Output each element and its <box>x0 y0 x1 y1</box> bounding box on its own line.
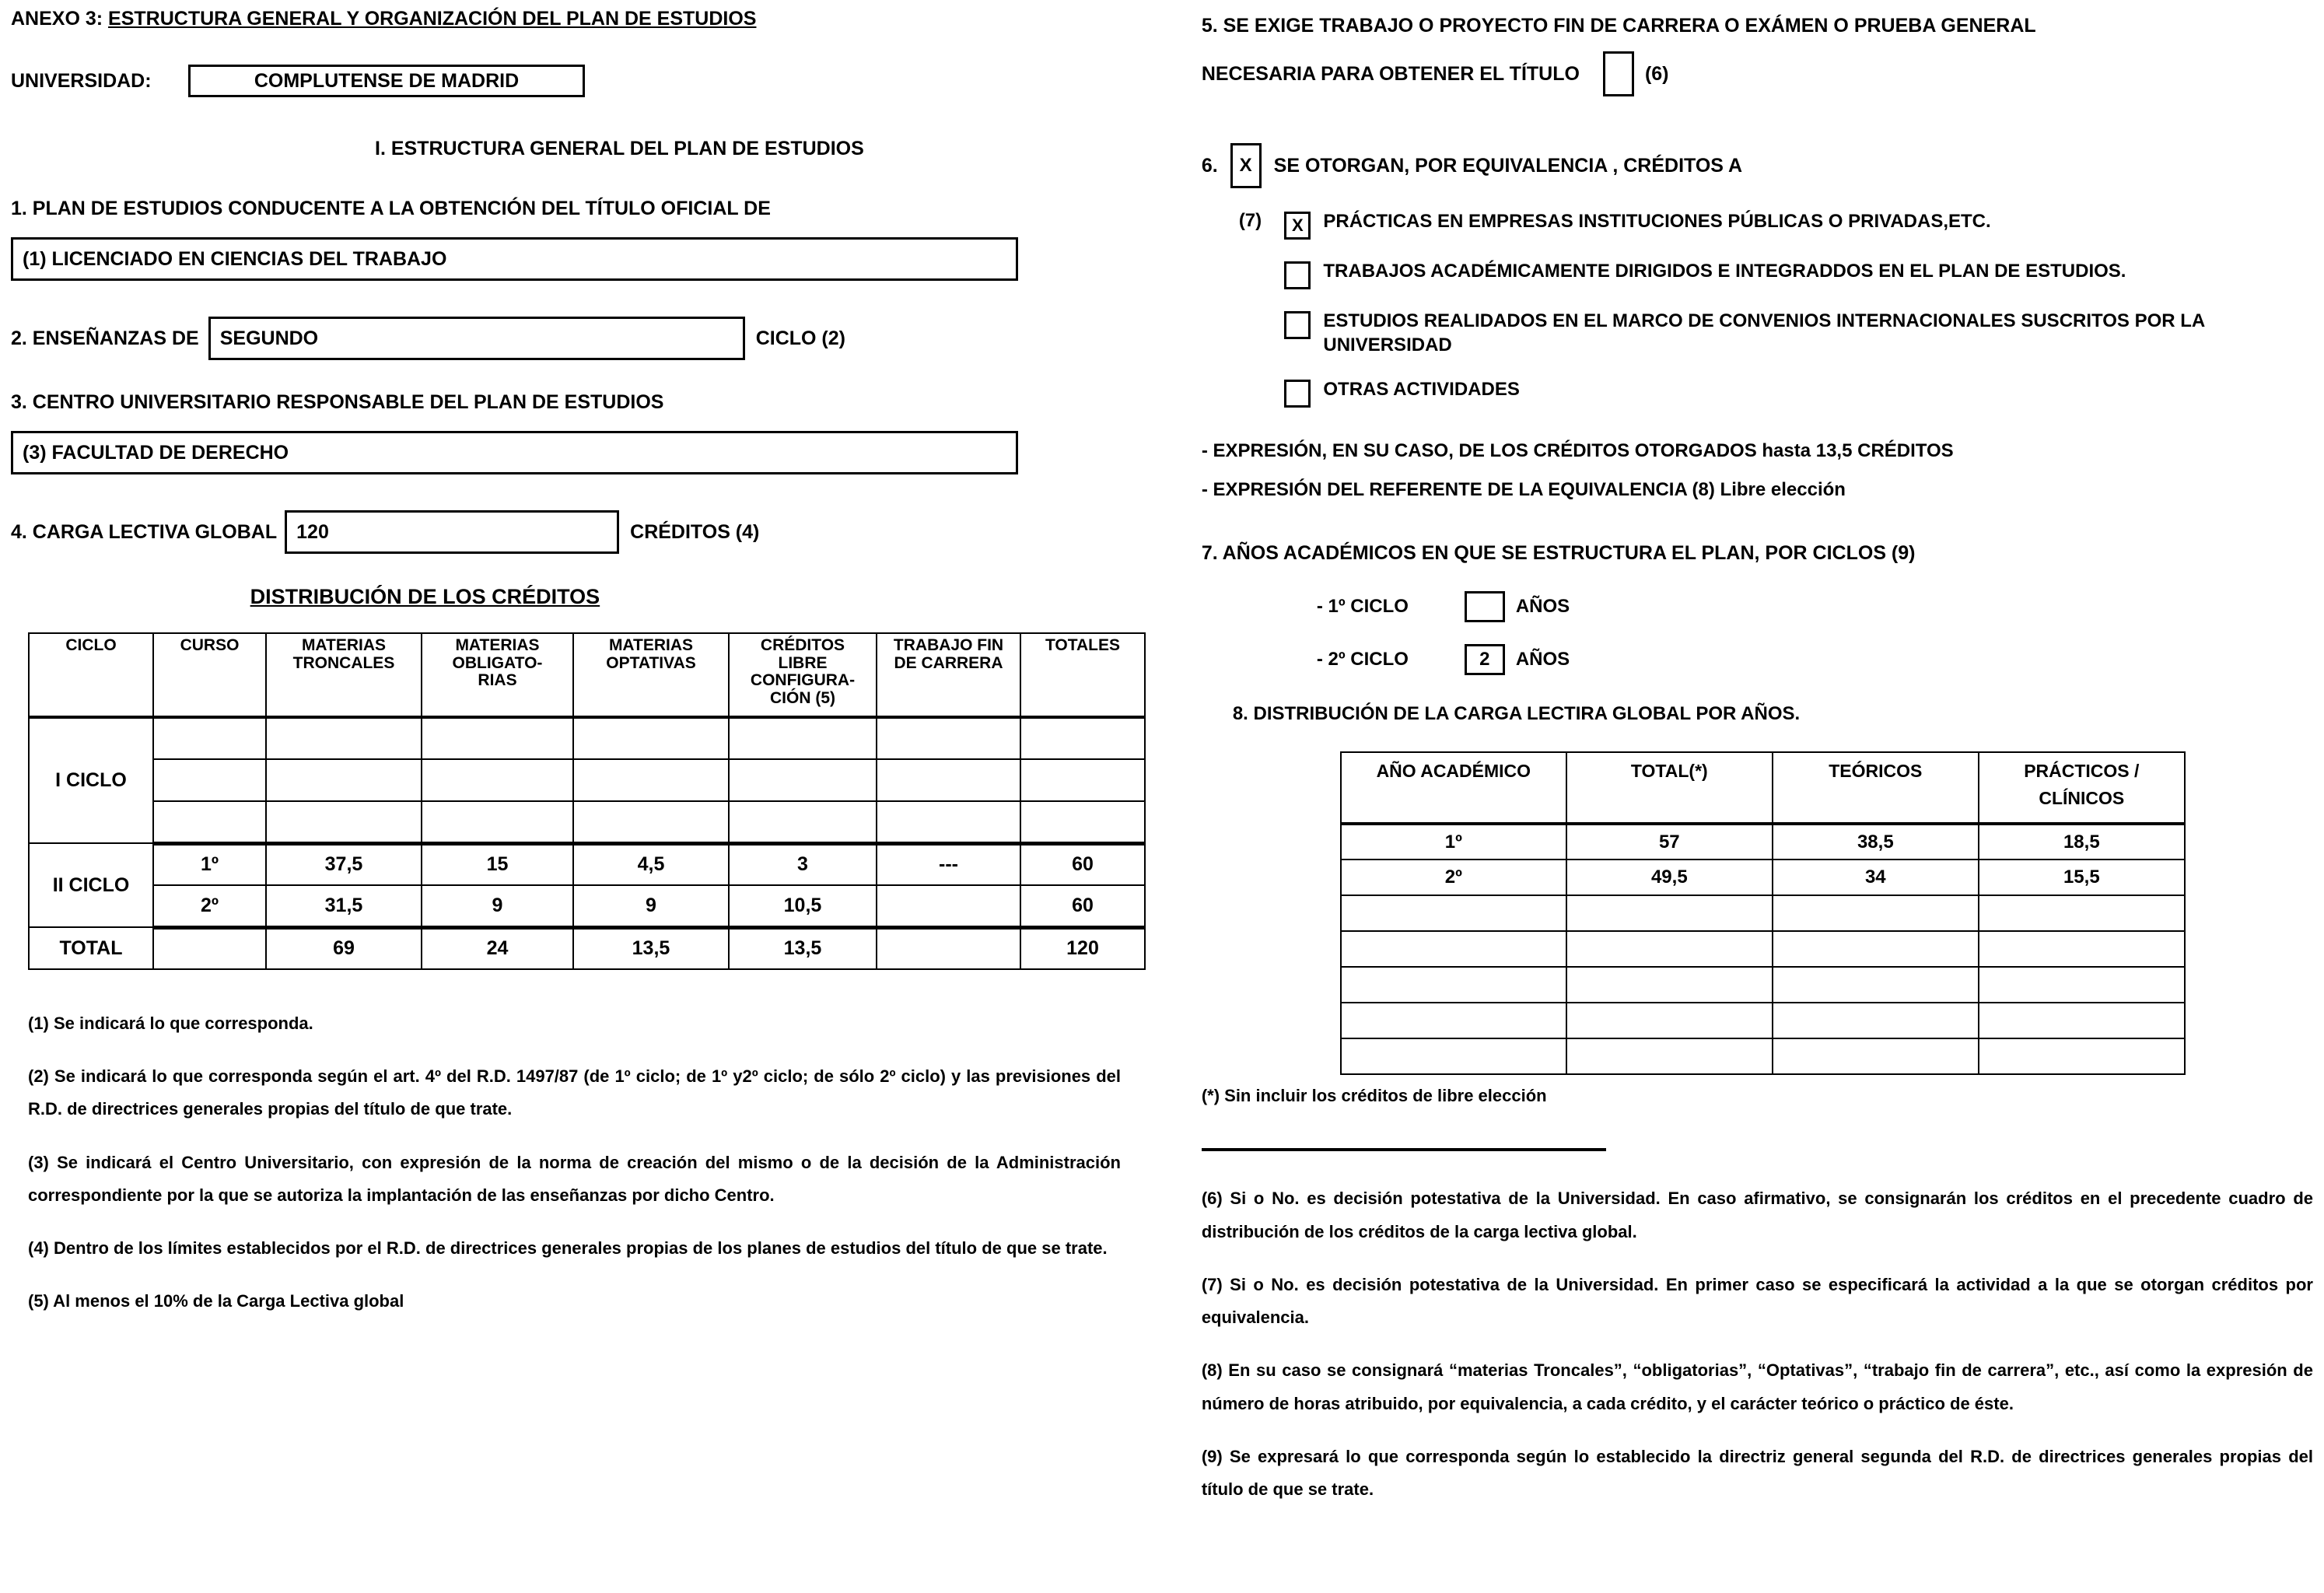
years-table-body <box>1341 824 2185 1074</box>
col-anio-academico <box>1341 752 1566 824</box>
cell-practicos <box>1979 1038 2185 1074</box>
table-row <box>1341 1003 2185 1038</box>
col-libre-configuracion <box>729 633 877 717</box>
header-line: MATERIAS <box>608 636 694 654</box>
header-line: LIBRE <box>778 653 828 672</box>
equivalence-option-label: OTRAS ACTIVIDADES <box>1323 378 1520 400</box>
expresion-creditos-line: - EXPRESIÓN, EN SU CASO, DE LOS CRÉDITOS OTORGADOS hasta 13,5 CRÉDITOS <box>1201 439 1954 461</box>
cell-teoricos: 34 <box>1773 860 1979 895</box>
cell-trabajo <box>877 927 1020 969</box>
question-7-ref: (7) <box>1238 210 1262 232</box>
ensenanzas-field[interactable]: SEGUNDO <box>208 317 745 360</box>
table-row <box>1341 931 2185 967</box>
cell-optativas <box>573 717 729 759</box>
header-line: RIAS <box>478 671 517 690</box>
header-line: TRABAJO FIN <box>893 636 1004 654</box>
cell-totales <box>1020 717 1145 759</box>
cell-totales: 60 <box>1020 885 1145 927</box>
header-line: CRÉDITOS <box>760 636 845 654</box>
centro-field[interactable]: (3) FACULTAD DE DERECHO <box>11 431 1018 474</box>
cell-obligatorias: 9 <box>422 885 573 927</box>
cycle-years-row <box>1202 644 2313 675</box>
question-2-label: 2. ENSEÑANZAS DE <box>11 327 199 349</box>
anexo-title: ESTRUCTURA GENERAL Y ORGANIZACIÓN DEL PLAN DE ESTUDIOS <box>108 8 757 30</box>
cell-obligatorias: 15 <box>422 843 573 885</box>
table-row <box>1341 824 2185 860</box>
cell-curso <box>153 801 266 843</box>
cell-practicos <box>1979 967 2185 1003</box>
footnote: (9) Se expresará lo que corresponda según lo establecido la directriz general segunda del R.D. de directrices generales propias del título de que se trate. <box>1201 1446 2313 1499</box>
cell-teoricos: 38,5 <box>1773 824 1979 860</box>
table-row <box>29 759 1145 801</box>
cell-troncales: 69 <box>266 927 422 969</box>
cell-ciclo: TOTAL <box>29 927 153 969</box>
header-line: OPTATIVAS <box>606 653 696 672</box>
cell-trabajo: --- <box>877 843 1020 885</box>
titulo-required-checkbox[interactable] <box>1603 51 1634 96</box>
footnote: (3) Se indicará el Centro Universitario, con expresión de la norma de creación del mismo o de la decisión de la Administración correspondiente por la que se autoriza la implantación de las enseñanzas por dicho Centro. <box>28 1152 1121 1205</box>
cell-trabajo <box>877 759 1020 801</box>
left-footnotes <box>28 1007 1121 1318</box>
question-6-number: 6. <box>1201 154 1218 177</box>
cell-total <box>1566 895 1773 931</box>
question-1-label: 1. PLAN DE ESTUDIOS CONDUCENTE A LA OBTENCIÓN DEL TÍTULO OFICIAL DE <box>11 198 771 219</box>
cycle-years-row <box>1202 591 2313 622</box>
footnote: (8) En su caso se consignará “materias Troncales”, “obligatorias”, “Optativas”, “trabajo fin de carrera”, etc., así como la expresión de número de horas atribuido, por equivalencia, a cada crédito, y el carácter teórico o práctico de éste. <box>1201 1360 2313 1413</box>
cell-troncales: 37,5 <box>266 843 422 885</box>
equivalencia-checkbox[interactable]: X <box>1230 143 1262 188</box>
universidad-label: UNIVERSIDAD: <box>11 69 152 92</box>
cycle-years-unit: AÑOS <box>1515 595 1570 617</box>
col-ciclo <box>29 633 153 717</box>
footnote: (6) Si o No. es decisión potestativa de la Universidad. En caso afirmativo, se consignarán los créditos en el precedente cuadro de distribución de los créditos de la carga lectiva global. <box>1201 1189 2313 1241</box>
cell-trabajo <box>877 885 1020 927</box>
cell-anio-academico <box>1341 1003 1566 1038</box>
footnote: (2) Se indicará lo que corresponda según el art. 4º del R.D. 1497/87 (de 1º ciclo; de 1º y2º ciclo; de sólo 2º ciclo) y las previsiones del R.D. de directrices generales propias del título de que trate. <box>28 1066 1121 1119</box>
cell-libre <box>729 759 877 801</box>
equivalence-option-checkbox[interactable] <box>1284 261 1311 289</box>
question-2-suffix: CICLO (2) <box>755 327 845 349</box>
question-7-label: 7. AÑOS ACADÉMICOS EN QUE SE ESTRUCTURA EL PLAN, POR CICLOS (9) <box>1201 541 1916 564</box>
footnote: (1) Se indicará lo que corresponda. <box>28 1014 313 1033</box>
header-line: OBLIGATO- <box>452 653 543 672</box>
years-header-row <box>1341 752 2185 824</box>
cell-libre: 13,5 <box>729 927 877 969</box>
table-row <box>1341 860 2185 895</box>
question-5-line1: 5. SE EXIGE TRABAJO O PROYECTO FIN DE CARRERA O EXÁMEN O PRUEBA GENERAL <box>1201 15 2036 37</box>
cell-libre <box>729 801 877 843</box>
col-totales <box>1020 633 1145 717</box>
question-4-label: 4. CARGA LECTIVA GLOBAL <box>11 520 278 543</box>
anexo-heading <box>11 8 1181 30</box>
table-row <box>1341 895 2185 931</box>
cell-totales: 120 <box>1020 927 1145 969</box>
question-5-ref: (6) <box>1644 62 1669 85</box>
cell-curso: 1º <box>153 843 266 885</box>
cell-teoricos <box>1773 967 1979 1003</box>
question-8-label: 8. DISTRIBUCIÓN DE LA CARGA LECTIRA GLOBAL POR AÑOS. <box>1232 702 1801 724</box>
titulo-oficial-field[interactable]: (1) LICENCIADO EN CIENCIAS DEL TRABAJO <box>11 237 1018 281</box>
cell-teoricos <box>1773 895 1979 931</box>
cell-obligatorias <box>422 801 573 843</box>
question-6-row <box>1202 143 2313 188</box>
equivalence-option-checkbox[interactable] <box>1284 380 1311 408</box>
cell-curso <box>153 927 266 969</box>
list-item[interactable] <box>1284 260 2313 289</box>
credits-table-head <box>29 633 1145 717</box>
section-title: I. ESTRUCTURA GENERAL DEL PLAN DE ESTUDIOS <box>375 138 864 159</box>
cell-anio-academico <box>1341 967 1566 1003</box>
cell-libre <box>729 717 877 759</box>
cell-optativas <box>573 801 729 843</box>
cell-totales: 60 <box>1020 843 1145 885</box>
cell-total <box>1566 967 1773 1003</box>
distribucion-creditos-title: DISTRIBUCIÓN DE LOS CRÉDITOS <box>250 585 600 608</box>
col-trabajo-fin-carrera <box>877 633 1020 717</box>
equivalence-options-block <box>1202 210 2313 427</box>
header-line: MATERIAS <box>455 636 540 654</box>
footnote: (7) Si o No. es decisión potestativa de la Universidad. En primer caso se especificará la actividad a la que se otorgan créditos por equivalencia. <box>1201 1274 2313 1328</box>
cycle-years-input[interactable]: 2 <box>1465 644 1505 675</box>
table-row <box>29 717 1145 759</box>
col-teoricos <box>1773 752 1979 824</box>
header-line: CONFIGURA- <box>750 671 856 690</box>
header-line: PRÁCTICOS / <box>2024 761 2140 782</box>
list-item[interactable] <box>1284 378 2313 408</box>
question-2-row <box>11 317 1181 360</box>
cycles-list <box>1202 591 2313 675</box>
cell-optativas: 4,5 <box>573 843 729 885</box>
asterisk-note: (*) Sin incluir los créditos de libre elección <box>1201 1086 1547 1106</box>
cell-curso: 2º <box>153 885 266 927</box>
cell-practicos <box>1979 895 2185 931</box>
cell-obligatorias: 24 <box>422 927 573 969</box>
cell-troncales <box>266 801 422 843</box>
table-row <box>29 801 1145 843</box>
universidad-value-box[interactable]: COMPLUTENSE DE MADRID <box>188 65 585 97</box>
header-line: CLÍNICOS <box>2039 787 2125 808</box>
table-row <box>1341 1038 2185 1074</box>
anexo-prefix: ANEXO 3: <box>11 8 103 30</box>
cell-anio-academico: 2º <box>1341 860 1566 895</box>
col-total <box>1566 752 1773 824</box>
cell-teoricos <box>1773 1038 1979 1074</box>
question-4-suffix: CRÉDITOS (4) <box>630 520 760 543</box>
cycle-label: - 1º CICLO <box>1316 595 1409 617</box>
question-4-row <box>11 510 1181 554</box>
list-item[interactable] <box>1284 310 2313 357</box>
equivalence-option-label: TRABAJOS ACADÉMICAMENTE DIRIGIDOS E INTEGRADDOS EN EL PLAN DE ESTUDIOS. <box>1323 261 2126 282</box>
header-line: TRONCALES <box>292 653 395 672</box>
cell-libre: 10,5 <box>729 885 877 927</box>
header-line: TOTALES <box>1045 636 1121 654</box>
cell-optativas: 9 <box>573 885 729 927</box>
cell-ciclo: II CICLO <box>29 843 153 927</box>
left-column <box>11 8 1195 1593</box>
cycle-label: - 2º CICLO <box>1316 648 1409 670</box>
cell-total <box>1566 1003 1773 1038</box>
cell-troncales: 31,5 <box>266 885 422 927</box>
cell-anio-academico <box>1341 931 1566 967</box>
list-item[interactable] <box>1284 210 2313 240</box>
cell-totales <box>1020 759 1145 801</box>
cell-teoricos <box>1773 931 1979 967</box>
question-5-line2: NECESARIA PARA OBTENER EL TÍTULO <box>1201 62 1580 85</box>
expresion-referente-line: - EXPRESIÓN DEL REFERENTE DE LA EQUIVALENCIA (8) Libre elección <box>1201 478 1846 500</box>
table-row <box>29 927 1145 969</box>
header-line: TEÓRICOS <box>1829 761 1923 782</box>
cell-total: 49,5 <box>1566 860 1773 895</box>
cycle-years-input[interactable] <box>1465 591 1505 622</box>
cell-obligatorias <box>422 717 573 759</box>
credits-distribution-table <box>28 632 1146 970</box>
universidad-row <box>11 65 1181 97</box>
header-line: CIÓN (5) <box>770 689 835 708</box>
question-3-label: 3. CENTRO UNIVERSITARIO RESPONSABLE DEL PLAN DE ESTUDIOS <box>11 391 664 413</box>
col-practicos-clinicos <box>1979 752 2185 824</box>
cell-troncales <box>266 717 422 759</box>
footnote-divider <box>1202 1148 1606 1151</box>
cell-teoricos <box>1773 1003 1979 1038</box>
years-distribution-table <box>1340 751 2186 1075</box>
cycle-years-unit: AÑOS <box>1515 648 1570 670</box>
cell-practicos: 18,5 <box>1979 824 2185 860</box>
cell-trabajo <box>877 717 1020 759</box>
header-line: DE CARRERA <box>894 653 1003 672</box>
cell-optativas: 13,5 <box>573 927 729 969</box>
carga-lectiva-field[interactable]: 120 <box>285 510 619 554</box>
header-line: TOTAL(*) <box>1630 761 1708 782</box>
question-5-row <box>1202 51 2313 96</box>
col-optativas <box>573 633 729 717</box>
cell-practicos <box>1979 931 2185 967</box>
question-6-label: SE OTORGAN, POR EQUIVALENCIA , CRÉDITOS A <box>1273 154 1743 177</box>
equivalence-checkbox-list <box>1284 210 2313 427</box>
equivalence-option-label: ESTUDIOS REALIDADOS EN EL MARCO DE CONVENIOS INTERNACIONALES SUSCRITOS POR LA UNIVERSIDAD <box>1323 310 2205 355</box>
cell-obligatorias <box>422 759 573 801</box>
footnote: (5) Al menos el 10% de la Carga Lectiva global <box>28 1291 404 1311</box>
header-line: MATERIAS <box>301 636 387 654</box>
header-line: AÑO ACADÉMICO <box>1376 761 1531 782</box>
equivalence-option-checkbox[interactable]: X <box>1284 212 1311 240</box>
cell-curso <box>153 759 266 801</box>
cell-totales <box>1020 801 1145 843</box>
cell-anio-academico <box>1341 895 1566 931</box>
header-line: CURSO <box>180 636 240 654</box>
cell-troncales <box>266 759 422 801</box>
cell-practicos <box>1979 1003 2185 1038</box>
col-obligatorias <box>422 633 573 717</box>
footnote: (4) Dentro de los límites establecidos por el R.D. de directrices generales propias de los planes de estudios del título de que se trate. <box>28 1238 1108 1259</box>
col-curso <box>153 633 266 717</box>
years-table-head <box>1341 752 2185 824</box>
credits-table-body <box>29 717 1145 969</box>
equivalence-option-label: PRÁCTICAS EN EMPRESAS INSTITUCIONES PÚBLICAS O PRIVADAS,ETC. <box>1323 211 1991 233</box>
right-column <box>1195 8 2313 1593</box>
header-line: CICLO <box>65 636 117 654</box>
cell-anio-academico: 1º <box>1341 824 1566 860</box>
credits-header-row <box>29 633 1145 717</box>
equivalence-option-checkbox[interactable] <box>1284 311 1311 339</box>
cell-total <box>1566 1038 1773 1074</box>
cell-optativas <box>573 759 729 801</box>
cell-trabajo <box>877 801 1020 843</box>
cell-libre: 3 <box>729 843 877 885</box>
cell-ciclo: I CICLO <box>29 717 153 843</box>
cell-practicos: 15,5 <box>1979 860 2185 895</box>
right-footnotes <box>1202 1182 2313 1506</box>
cell-total: 57 <box>1566 824 1773 860</box>
cell-curso <box>153 717 266 759</box>
cell-anio-academico <box>1341 1038 1566 1074</box>
col-troncales <box>266 633 422 717</box>
cell-total <box>1566 931 1773 967</box>
table-row <box>29 885 1145 927</box>
table-row <box>29 843 1145 885</box>
table-row <box>1341 967 2185 1003</box>
